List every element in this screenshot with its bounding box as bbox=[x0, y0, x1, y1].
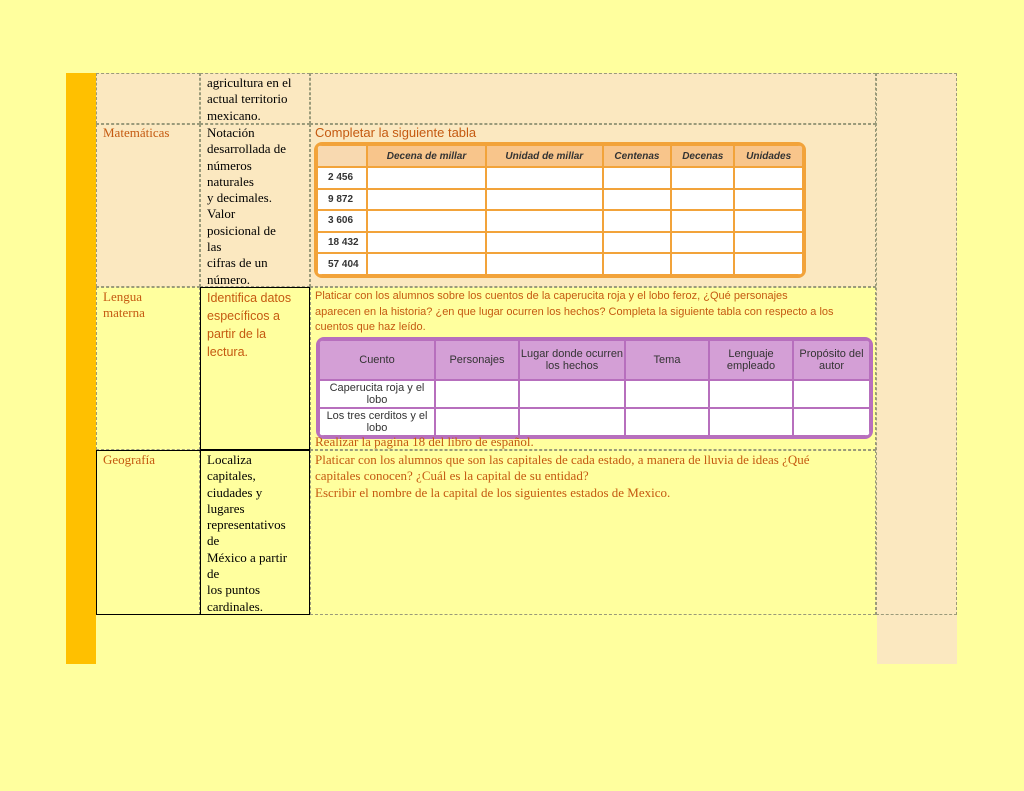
answer-cell[interactable] bbox=[367, 189, 486, 211]
answer-cell[interactable] bbox=[734, 232, 803, 254]
place-value-table bbox=[314, 142, 806, 278]
tema-line: naturales bbox=[207, 173, 254, 189]
table-header: Decena de millar bbox=[367, 145, 486, 167]
number-cell: 18 432 bbox=[317, 232, 367, 254]
lengua-tema-text bbox=[207, 289, 309, 361]
instruction-line: Platicar con los alumnos que son las capitales de cada estado, a manera de lluvia de ideas ¿Qué bbox=[315, 452, 810, 467]
table-header: Lenguaje empleado bbox=[709, 340, 793, 380]
answer-cell[interactable] bbox=[671, 167, 734, 189]
subject-lengua-materna bbox=[103, 289, 145, 322]
instruction-line: Platicar con los alumnos sobre los cuentos de la caperucita roja y el lobo feroz, ¿Qué personajes bbox=[315, 290, 788, 302]
tema-line: de bbox=[207, 533, 220, 549]
table-header: Decenas bbox=[671, 145, 734, 167]
tema-line: desarrollada de bbox=[207, 141, 287, 157]
tema-line: Notación bbox=[207, 125, 255, 140]
table-row bbox=[319, 408, 870, 436]
table-header: Personajes bbox=[435, 340, 519, 380]
table-header: Unidad de millar bbox=[486, 145, 603, 167]
subject-matematicas: Matemáticas bbox=[103, 125, 170, 140]
answer-cell[interactable] bbox=[603, 167, 672, 189]
tema-line: mexicano. bbox=[207, 107, 261, 123]
table-header: Centenas bbox=[603, 145, 672, 167]
number-cell: 57 404 bbox=[317, 253, 367, 275]
lengua-footer: Realizar la pagina 18 del libro de español. bbox=[315, 434, 534, 449]
answer-cell[interactable] bbox=[435, 380, 519, 408]
answer-cell[interactable] bbox=[709, 408, 793, 436]
table-corner-cell bbox=[317, 145, 367, 167]
tema-line: capitales, bbox=[207, 468, 256, 484]
answer-cell[interactable] bbox=[486, 167, 603, 189]
tema-line: lugares bbox=[207, 500, 245, 516]
geografia-left-border bbox=[96, 450, 201, 615]
matematicas-instruction: Completar la siguiente tabla bbox=[315, 125, 477, 140]
answer-cell[interactable] bbox=[519, 408, 625, 436]
lengua-instruction bbox=[315, 289, 875, 336]
subject-line: materna bbox=[103, 305, 145, 321]
table-header: Unidades bbox=[734, 145, 803, 167]
tema-line: Valor bbox=[207, 206, 236, 222]
answer-cell[interactable] bbox=[603, 253, 672, 275]
table-header: Propósito del autor bbox=[793, 340, 870, 380]
answer-cell[interactable] bbox=[709, 380, 793, 408]
answer-cell[interactable] bbox=[625, 408, 709, 436]
tema-line: y decimales. bbox=[207, 190, 272, 206]
instruction-line: capitales conocen? ¿Cuál es la capital de su entidad? bbox=[315, 468, 589, 484]
tema-line: cifras de un bbox=[207, 255, 268, 271]
tema-line: posicional de bbox=[207, 222, 276, 238]
left-accent-column bbox=[66, 73, 96, 664]
continuation-tema-text bbox=[207, 75, 309, 124]
answer-cell[interactable] bbox=[603, 232, 672, 254]
answer-cell[interactable] bbox=[625, 380, 709, 408]
answer-cell[interactable] bbox=[367, 167, 486, 189]
tema-line: representativos bbox=[207, 517, 286, 533]
geografia-instruction bbox=[315, 452, 875, 501]
instruction-line: cuentos que haz leído. bbox=[315, 321, 426, 333]
answer-cell[interactable] bbox=[671, 210, 734, 232]
row-continuation-subject-cell bbox=[96, 73, 200, 124]
answer-cell[interactable] bbox=[519, 380, 625, 408]
answer-cell[interactable] bbox=[435, 408, 519, 436]
answer-cell[interactable] bbox=[603, 210, 672, 232]
answer-cell[interactable] bbox=[671, 253, 734, 275]
table-row bbox=[317, 210, 803, 232]
answer-cell[interactable] bbox=[367, 210, 486, 232]
tema-line: ciudades y bbox=[207, 484, 263, 500]
tema-line: Localiza bbox=[207, 452, 252, 467]
number-cell: 2 456 bbox=[317, 167, 367, 189]
table-row bbox=[317, 253, 803, 275]
answer-cell[interactable] bbox=[486, 253, 603, 275]
right-cream-column bbox=[876, 73, 957, 615]
instruction-line: Escribir el nombre de la capital de los siguientes estados de Mexico. bbox=[315, 484, 671, 500]
answer-cell[interactable] bbox=[671, 189, 734, 211]
table-header: Cuento bbox=[319, 340, 435, 380]
tema-line: agricultura en el bbox=[207, 75, 292, 90]
row-matematicas-subject-cell bbox=[96, 124, 200, 287]
cuento-cell: Los tres cerditos y el lobo bbox=[319, 408, 435, 436]
answer-cell[interactable] bbox=[671, 232, 734, 254]
cuentos-table bbox=[316, 337, 873, 439]
tema-line: número. bbox=[207, 271, 250, 287]
answer-cell[interactable] bbox=[486, 189, 603, 211]
table-row bbox=[317, 232, 803, 254]
tema-line: de bbox=[207, 566, 220, 582]
tema-line: actual territorio bbox=[207, 91, 288, 107]
answer-cell[interactable] bbox=[367, 232, 486, 254]
tema-line: los puntos bbox=[207, 582, 261, 598]
subject-geografia: Geografía bbox=[103, 452, 155, 467]
instruction-line: aparecen en la historia? ¿en que lugar ocurren los hechos? Completa la siguiente tabla con respecto a los bbox=[315, 305, 834, 318]
answer-cell[interactable] bbox=[734, 210, 803, 232]
table-header: Tema bbox=[625, 340, 709, 380]
tema-line: específicos a bbox=[207, 309, 280, 323]
answer-cell[interactable] bbox=[793, 380, 870, 408]
table-row bbox=[319, 380, 870, 408]
table-header: Lugar donde ocurren los hechos bbox=[519, 340, 625, 380]
answer-cell[interactable] bbox=[486, 232, 603, 254]
tema-line: Identifica datos bbox=[207, 291, 292, 305]
row-continuation-activity-cell bbox=[310, 73, 876, 124]
number-cell: 3 606 bbox=[317, 210, 367, 232]
subject-line: Lengua bbox=[103, 289, 142, 304]
table-row bbox=[317, 189, 803, 211]
right-cream-footer bbox=[877, 615, 957, 664]
geografia-tema-text bbox=[207, 452, 309, 615]
tema-line: cardinales. bbox=[207, 598, 263, 614]
tema-line: números bbox=[207, 157, 252, 173]
answer-cell[interactable] bbox=[603, 189, 672, 211]
answer-cell[interactable] bbox=[734, 253, 803, 275]
cuento-cell: Caperucita roja y el lobo bbox=[319, 380, 435, 408]
tema-line: partir de la bbox=[207, 327, 267, 341]
matematicas-tema-text bbox=[207, 125, 309, 288]
answer-cell[interactable] bbox=[486, 210, 603, 232]
answer-cell[interactable] bbox=[367, 253, 486, 275]
answer-cell[interactable] bbox=[734, 167, 803, 189]
answer-cell[interactable] bbox=[734, 189, 803, 211]
tema-line: las bbox=[207, 239, 222, 255]
tema-line: lectura. bbox=[207, 345, 248, 359]
table-row bbox=[317, 167, 803, 189]
tema-line: México a partir bbox=[207, 549, 288, 565]
number-cell: 9 872 bbox=[317, 189, 367, 211]
answer-cell[interactable] bbox=[793, 408, 870, 436]
